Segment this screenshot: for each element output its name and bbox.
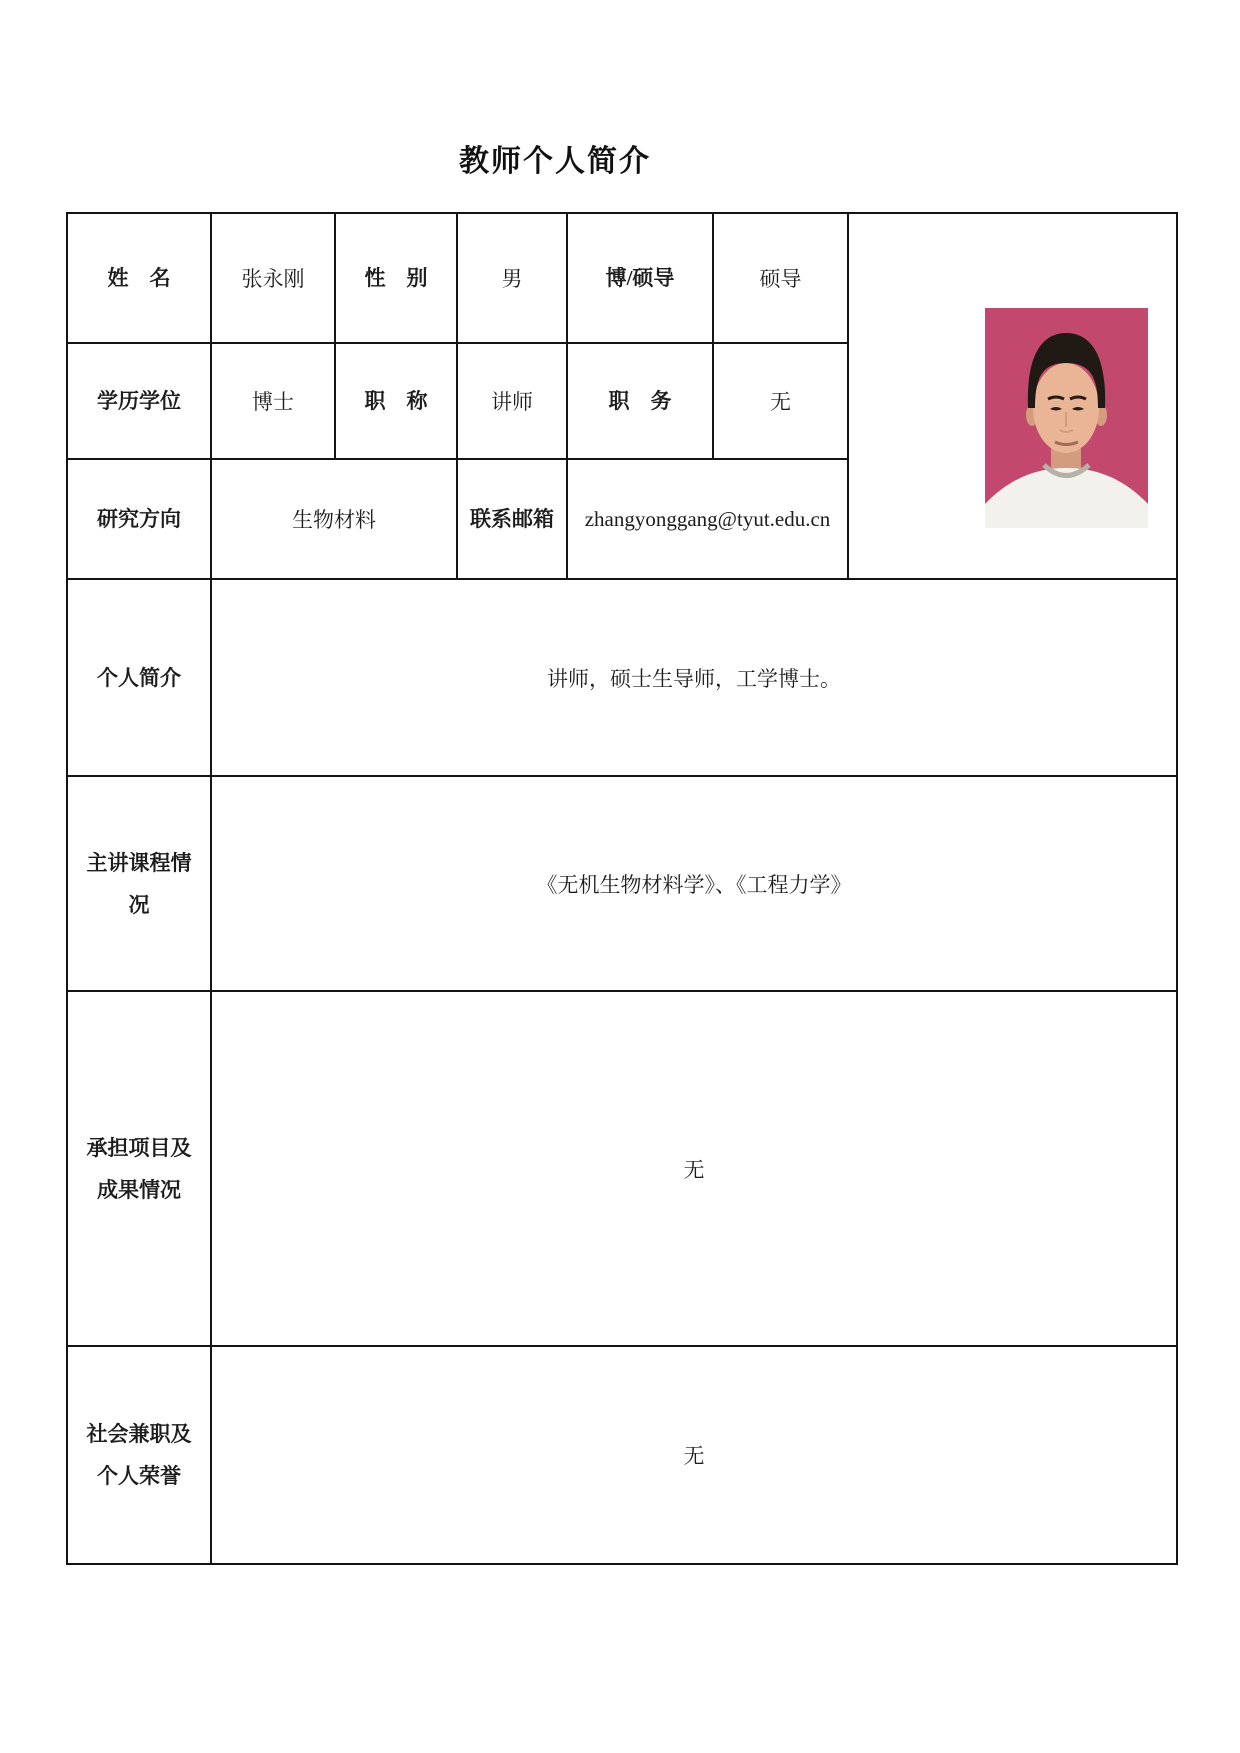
row-courses — [67, 776, 1177, 991]
row-name-gender-supervisor — [67, 213, 1177, 343]
email-label: 联系邮箱 — [457, 459, 567, 579]
photo-cell — [848, 213, 1177, 579]
row-intro — [67, 579, 1177, 776]
research-label: 研究方向 — [67, 459, 211, 579]
intro-value: 讲师，硕士生导师，工学博士。 — [211, 579, 1177, 776]
gender-label: 性 别 — [335, 213, 457, 343]
job-title-label: 职 称 — [335, 343, 457, 459]
name-label: 姓 名 — [67, 213, 211, 343]
supervisor-label: 博/硕导 — [567, 213, 713, 343]
courses-label: 主讲课程情况 — [67, 776, 211, 991]
job-title-value: 讲师 — [457, 343, 567, 459]
row-honors — [67, 1346, 1177, 1564]
photo-face — [1033, 363, 1099, 453]
projects-label: 承担项目及成果情况 — [67, 991, 211, 1346]
page-title: 教师个人简介 — [459, 145, 651, 178]
profile-table — [66, 212, 1178, 1565]
supervisor-value: 硕导 — [713, 213, 848, 343]
honors-value: 无 — [211, 1346, 1177, 1564]
degree-label: 学历学位 — [67, 343, 211, 459]
position-label: 职 务 — [567, 343, 713, 459]
gender-value: 男 — [457, 213, 567, 343]
projects-value: 无 — [211, 991, 1177, 1346]
name-value: 张永刚 — [211, 213, 335, 343]
honors-label: 社会兼职及个人荣誉 — [67, 1346, 211, 1564]
degree-value: 博士 — [211, 343, 335, 459]
research-value: 生物材料 — [211, 459, 457, 579]
intro-label: 个人简介 — [67, 579, 211, 776]
email-value: zhangyonggang@tyut.edu.cn — [567, 459, 848, 579]
row-projects — [67, 991, 1177, 1346]
courses-value: 《无机生物材料学》、《工程力学》 — [211, 776, 1177, 991]
profile-photo — [985, 308, 1148, 528]
position-value: 无 — [713, 343, 848, 459]
